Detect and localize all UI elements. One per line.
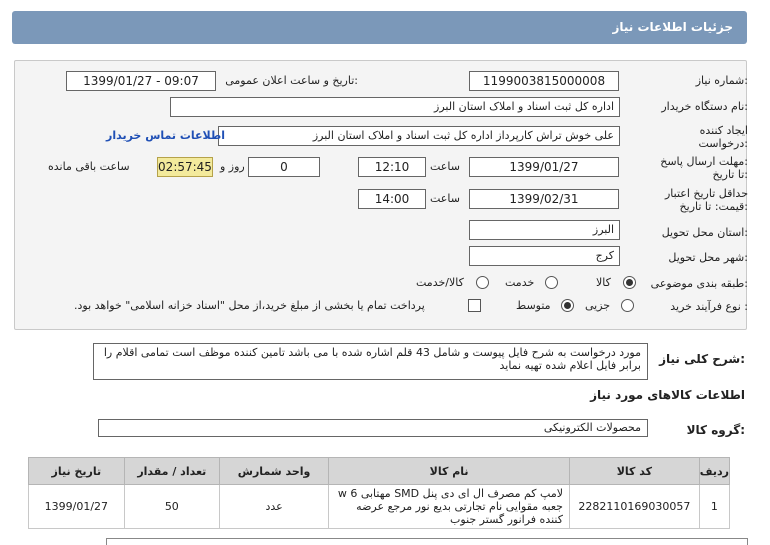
col-date: تاریخ نیاز bbox=[29, 458, 125, 485]
creator-field[interactable]: علی خوش تراش کارپرداز اداره کل ثبت اسناد و املاک استان البرز bbox=[218, 126, 620, 146]
need-number-label: شماره نیاز: bbox=[695, 74, 748, 87]
cell-unit: عدد bbox=[219, 485, 328, 529]
category-radio-service[interactable] bbox=[545, 276, 558, 289]
category-option-goods: کالا bbox=[596, 276, 611, 289]
province-label: استان محل تحویل: bbox=[661, 226, 748, 239]
validity-label-2: قیمت: تا تاریخ: bbox=[679, 200, 748, 213]
process-radio-medium[interactable] bbox=[561, 299, 574, 312]
buyer-contact-link[interactable]: اطلاعات تماس خریدار bbox=[106, 129, 226, 142]
creator-label-1: ایجاد کننده bbox=[699, 124, 748, 137]
cell-row: 1 bbox=[699, 485, 729, 529]
buyer-label: نام دستگاه خریدار: bbox=[661, 100, 748, 113]
description-field[interactable]: مورد درخواست به شرح فایل پیوست و شامل 43 قلم اشاره شده با می باشد تامین کننده موظف است تمامی اقلام را برابر فایل اعلام شده تهیه نماید bbox=[93, 343, 648, 380]
province-field[interactable]: البرز bbox=[469, 220, 620, 240]
process-option-medium: متوسط bbox=[516, 299, 551, 312]
process-option-minor: جزیی bbox=[585, 299, 611, 312]
cell-name: لامپ کم مصرف ال ای دی پنل SMD مهتابی 6 w جعبه مقوایی نام تجارتی بدیع نور مرجع عرضه کننده فرانور گستر جنوب bbox=[329, 485, 570, 529]
col-code: کد کالا bbox=[569, 458, 699, 485]
validity-time-label: ساعت bbox=[430, 192, 460, 205]
goods-section-title: اطلاعات کالاهای مورد نیاز bbox=[590, 388, 745, 402]
remaining-time-badge: 02:57:45 bbox=[157, 157, 213, 177]
cell-date: 1399/01/27 bbox=[29, 485, 125, 529]
description-label: شرح کلی نیاز: bbox=[659, 352, 745, 366]
validity-label-1: حداقل تاریخ اعتبار bbox=[664, 187, 748, 200]
reply-deadline-label-2: تا تاریخ: bbox=[712, 168, 748, 181]
buyer-field[interactable]: اداره کل ثبت اسناد و املاک استان البرز bbox=[170, 97, 620, 117]
cell-qty: 50 bbox=[124, 485, 219, 529]
treasury-payment-note: پرداخت تمام یا بخشی از مبلغ خرید،از محل "اسناد خزانه اسلامی" خواهد بود. bbox=[74, 299, 425, 312]
reply-time-field[interactable]: 12:10 bbox=[358, 157, 426, 177]
next-section-box bbox=[106, 538, 748, 545]
reply-time-label: ساعت bbox=[430, 160, 460, 173]
page-header bbox=[12, 11, 747, 44]
remaining-time-label: ساعت باقی مانده bbox=[48, 160, 130, 173]
days-label: روز و bbox=[220, 160, 245, 173]
goods-group-label: گروه کالا: bbox=[686, 423, 745, 437]
need-number-field[interactable]: 1199003815000008 bbox=[469, 71, 619, 91]
col-qty: تعداد / مقدار bbox=[124, 458, 219, 485]
table-row[interactable] bbox=[29, 485, 730, 529]
validity-time-field[interactable]: 14:00 bbox=[358, 189, 426, 209]
category-radio-goods[interactable] bbox=[623, 276, 636, 289]
category-option-service: خدمت bbox=[505, 276, 535, 289]
days-field[interactable]: 0 bbox=[248, 157, 320, 177]
col-name: نام کالا bbox=[329, 458, 570, 485]
col-unit: واحد شمارش bbox=[219, 458, 328, 485]
category-radio-goods-service[interactable] bbox=[476, 276, 489, 289]
category-label: طبقه بندی موضوعی: bbox=[650, 277, 748, 290]
reply-deadline-label-1: مهلت ارسال پاسخ: bbox=[660, 155, 748, 168]
col-row: ردیف bbox=[699, 458, 729, 485]
city-label: شهر محل تحویل: bbox=[668, 251, 748, 264]
creator-label-2: درخواست: bbox=[698, 137, 748, 150]
treasury-payment-checkbox[interactable] bbox=[468, 299, 481, 312]
process-radio-minor[interactable] bbox=[621, 299, 634, 312]
page-title: جزئیات اطلاعات نیاز bbox=[612, 20, 733, 34]
announce-label: تاریخ و ساعت اعلان عمومی: bbox=[225, 74, 358, 87]
goods-group-field[interactable]: محصولات الکترونیکی bbox=[98, 419, 648, 437]
validity-date-field[interactable]: 1399/02/31 bbox=[469, 189, 619, 209]
reply-date-field[interactable]: 1399/01/27 bbox=[469, 157, 619, 177]
goods-table-header bbox=[29, 458, 730, 485]
category-option-goods-service: کالا/خدمت bbox=[416, 276, 464, 289]
announce-field[interactable]: 1399/01/27 - 09:07 bbox=[66, 71, 216, 91]
goods-table bbox=[28, 457, 730, 529]
city-field[interactable]: کرج bbox=[469, 246, 620, 266]
cell-code: 2282110169030057 bbox=[569, 485, 699, 529]
process-label: نوع فرآیند خرید : bbox=[670, 300, 748, 313]
